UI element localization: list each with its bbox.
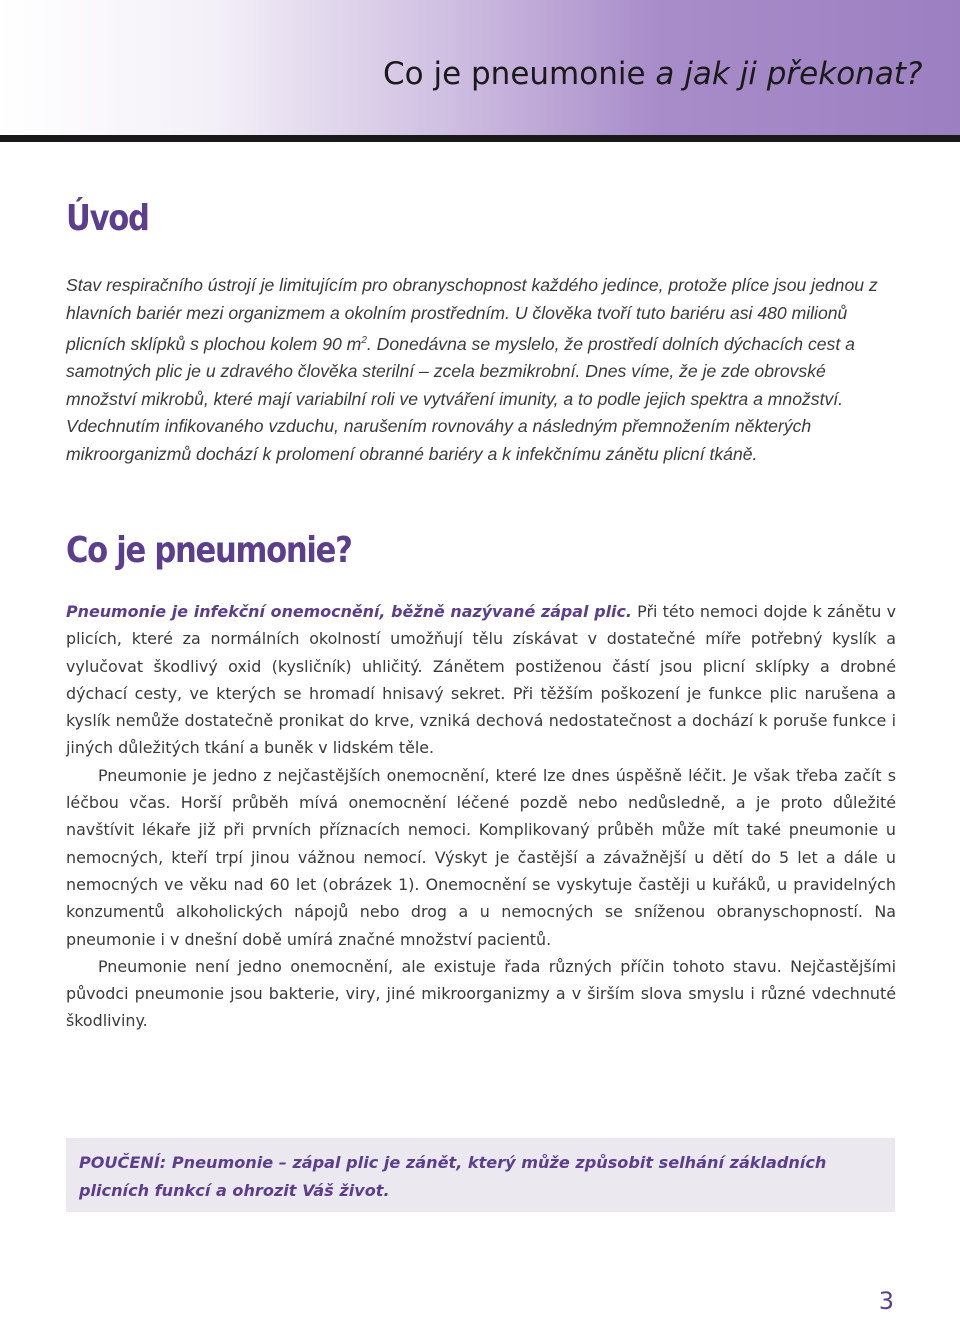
header-title-regular: Co je pneumonie bbox=[383, 56, 656, 92]
pneumonia-lead: Pneumonie je infekční onemocnění, běžně nazývané zápal plic. bbox=[66, 602, 632, 621]
header-rule bbox=[0, 135, 960, 142]
pneumonia-paragraph-2: Pneumonie je jedno z nejčastějších onemocnění, které lze dnes úspěšně léčit. Je však třeba začít s léčbou včas. Horší průběh mívá onemocnění léčené pozdě nebo nedůsledně, a je proto důležité navštívit lékaře již při prvních příznacích nemoci. Komplikovaný průběh může mít také pneumonie u nemocných, kteří trpí jinou vážnou nemocí. Výskyt je častější a závažnější u dětí do 5 let a dále u nemocných ve věku nad 60 let (obrázek 1). Onemocnění se vyskytuje častěji u kuřáků, u pravidelných konzumentů alkoholických nápojů nebo drog a u nemocných se sníženou obranyschopností. Na pneumonie i v dnešní době umírá značné množství pacientů. bbox=[66, 765, 896, 949]
intro-text-part2: . Donedávna se myslelo, že prostředí dolních dýchacích cest a samotných plic je u zdravého člověka sterilní – zcela bezmikrobní. Dnes víme, že je zde obrovské množství mikrobů, které mají variabilní roli ve vytváření imunity, a to podle jejich spektra a množství. Vdechnutím infikovaného vzduchu, narušením rovnováhy a následným přemnožením některých mikroorganizmů dochází k prolomení obranné bariéry a k infekčnímu zánětu plicní tkáně. bbox=[66, 333, 855, 464]
lesson-box bbox=[66, 1138, 895, 1212]
lesson-text: POUČENÍ: Pneumonie – zápal plic je zánět, který může způsobit selhání základních plicních funkcí a ohrozit Váš život. bbox=[79, 1153, 827, 1200]
intro-superscript: 2 bbox=[361, 335, 367, 346]
page-header-title bbox=[383, 56, 922, 92]
section-heading-intro: Úvod bbox=[66, 198, 149, 239]
intro-text-part1: Stav respiračního ústrojí je limitujícím pro obranyschopnost každého jedince, protože plíce jsou jednou z hlavních bariér mezi organizmem a okolním prostředním. U člověka tvoří tuto bariéru asi 480 milionů plicních sklípků s plochou kolem 90 m bbox=[66, 275, 878, 354]
header-title-italic: a jak ji překonat? bbox=[655, 56, 923, 92]
pneumonia-paragraph-3: Pneumonie není jedno onemocnění, ale existuje řada různých příčin tohoto stavu. Nejčastějšími původci pneumonie jsou bakterie, viry, jiné mikroorganizmy a v širším slova smyslu i různé vdechnuté škodliviny. bbox=[66, 956, 896, 1031]
section-heading-pneumonia: Co je pneumonie? bbox=[66, 530, 352, 571]
pneumonia-paragraph-1-text: Při této nemoci dojde k zánětu v plicích, které za normálních okolností umožňují tělu získávat v dostatečné míře potřebný kyslík a vylučovat škodlivý oxid (kysličník) uhličitý. Zánětem postiženou částí jsou plicní sklípky a drobné dýchací cesty, ve kterých se hromadí hnisavý sekret. Při těžším poškození je funkce plic narušena a kyslík nemůže dostatečně pronikat do krve, vzniká dechová nedostatečnost a dochází k poruše funkce i jiných důležitých tkání a buněk v lidském těle. bbox=[66, 602, 896, 758]
intro-paragraph bbox=[66, 272, 896, 468]
pneumonia-body bbox=[66, 598, 896, 1035]
pneumonia-paragraph-1 bbox=[66, 598, 896, 762]
page-number: 3 bbox=[878, 1287, 894, 1315]
